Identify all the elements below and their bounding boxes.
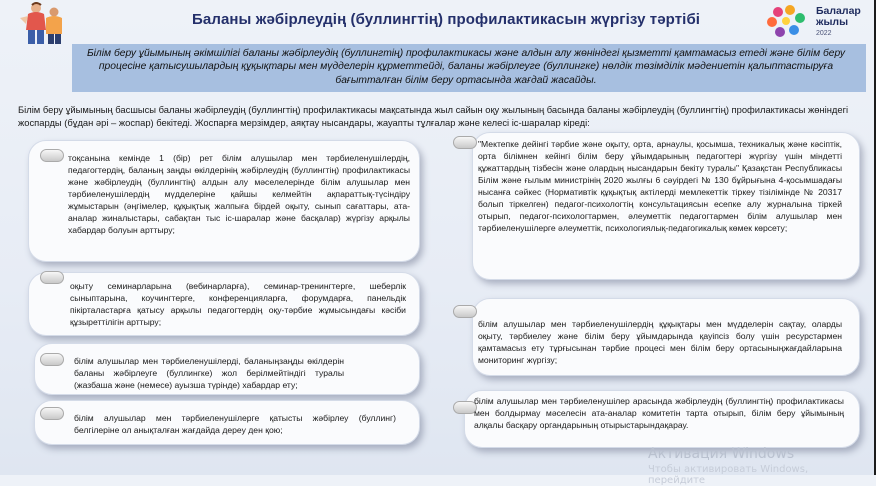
card-right-2-text: білім алушылар мен тәрбиеленушілердің құқықтары мен мүдделерін сақтау, оларды оқыту, тәрбиелеу және білім беру ұйымдарында қауіпсіз болу үшін ресурстармен қамтамасыз ету тұрғысынан тәрбие процесі мен білім беру ортасыныңжағдайларына мониторинг жүргізу; xyxy=(478,319,842,365)
logo-label xyxy=(816,6,861,39)
windows-activation-watermark: Активация Windows xyxy=(648,446,795,462)
windows-activation-hint: Чтобы активировать Windows, перейдите xyxy=(648,464,809,486)
logo-line1: Балалар xyxy=(816,5,861,17)
card-left-2-text: оқыту семинарларына (вебинарларға), семинар-тренингтерге, шеберлік сыныптарына, коучингтерге, конференцияларға, форумдарға, панельдік пікірталастарға қатысу арқылы педагогтердің оқу-тәрбие жұмысындағы кәсіби құзыреттілігін арттыру; xyxy=(70,281,406,327)
page-title: Баланы жәбірлеудің (буллингтің) профилактикасын жүргізу тәртібі xyxy=(192,11,701,28)
family-illustration-icon xyxy=(10,0,72,44)
card-left-3-text: білім алушылар мен тәрбиеленушілерді, баланыңзаңды өкілдерін баланы жәбірлеуге (буллингке) жол берілмейтіндігі туралы (жазбаша және (немесе) ауызша түрінде) хабардар ету; xyxy=(74,356,344,390)
card-left-1-text: тоқсанына кемінде 1 (бір) рет білім алушылар мен тәрбиеленушілердің, педагогтердің, баланың заңды өкілдерінің жәбірлеудің (буллингтің) профилактикасы және жәбірлеудің (буллингтің) алдын алу мәселелерінде білім алушылар мен тәрбиеленушілердің мүдделеріне қайшы келмейтін ақпараттық-түсіндіру жұмыстарын (әңгімелер, құқықтық жалпыға бірдей оқыту, сынып сағаттары, ата-аналар жиналыстары, сабақтан тыс іс-шаралар және басқалар) жүргізу арқылы хабардар болуын арттыру; xyxy=(68,153,410,235)
card-right-2-tab xyxy=(453,305,477,318)
banner-text: Білім беру ұйымының әкімшілігі баланы жәбірлеудің (буллингтің) профилактикасы және алдын алу жөніндегі қызметті қамтамасыз етеді және білім беру процесіне қатысушылардың құқықтары мен мүдделерін құрметтейді, баланы жәбірлеуге (буллингке) нөлдік төзімділік мәдениетін қалыптастыруға бағытталған білім беру ортасында жағдай жасайды. xyxy=(86,48,846,86)
intro-paragraph: Білім беру ұйымының басшысы баланы жәбірлеудің (буллингтің) профилактикасы мақсатында жыл сайын оқу жылының басында баланы жәбірлеудің (буллингтің) профилактикасы жөніндегі жоспарды (бұдан әрі – жоспар) бекітеді. Жоспарға мерзімдер, аяқтау нысандары, жауапты тұлғалар және келесі іс-шаралар кіреді: xyxy=(18,104,849,128)
logo-line2: жылы xyxy=(816,16,849,28)
card-right-3-text: білім алушылар мен тәрбиеленушілер арасында жәбірлеудің (буллингтің) профилактикасы мен болдырмау мәселесін ата-аналар комитетін тарта отырып, білім беру ұйымының алқалы басқару органдарының отырыстарындақарау. xyxy=(474,396,844,430)
card-left-4-tab xyxy=(40,407,64,420)
card-left-1-tab xyxy=(40,149,64,162)
card-left-4-text: білім алушылар мен тәрбиеленушілерге қатысты жәбірлеу (буллинг) белгілеріне ол анықталған жағдайда дереу ден қою; xyxy=(74,413,396,435)
card-left-3-tab xyxy=(40,353,64,366)
card-right-1-tab xyxy=(453,136,477,149)
card-right-1-text: "Мектепке дейінгі тәрбие және оқыту, орта, арнаулы, қосымша, техникалық және кәсіптік, орта білімнен кейінгі білім беру ұйымдарының педагогтері жүргізу үшін міндетті құжаттардың тізбесін және олардың нысандарын бекіту туралы" Қазақстан Республикасы Білім және ғылым министрінің 2020 жылғы 6 сәуірдегі № 130 бұйрығына 4-қосымшадағы нысанға сәйкес (Нормативтік құқықтық актілерді мемлекеттік тіркеу тізілімінде № 20317 болып тіркелген) педагог-психологтің консультациясын есепке алу журналына тіркей отырып, педагог-психологтармен, әлеуметтік педагогтармен білім алушылар мен тәрбиеленушілерге әлеуметтік, психологиялық-педагогикалық көмек көрсету; xyxy=(478,139,842,233)
card-left-2-tab xyxy=(40,271,64,284)
logo-year: 2022 xyxy=(816,30,832,37)
